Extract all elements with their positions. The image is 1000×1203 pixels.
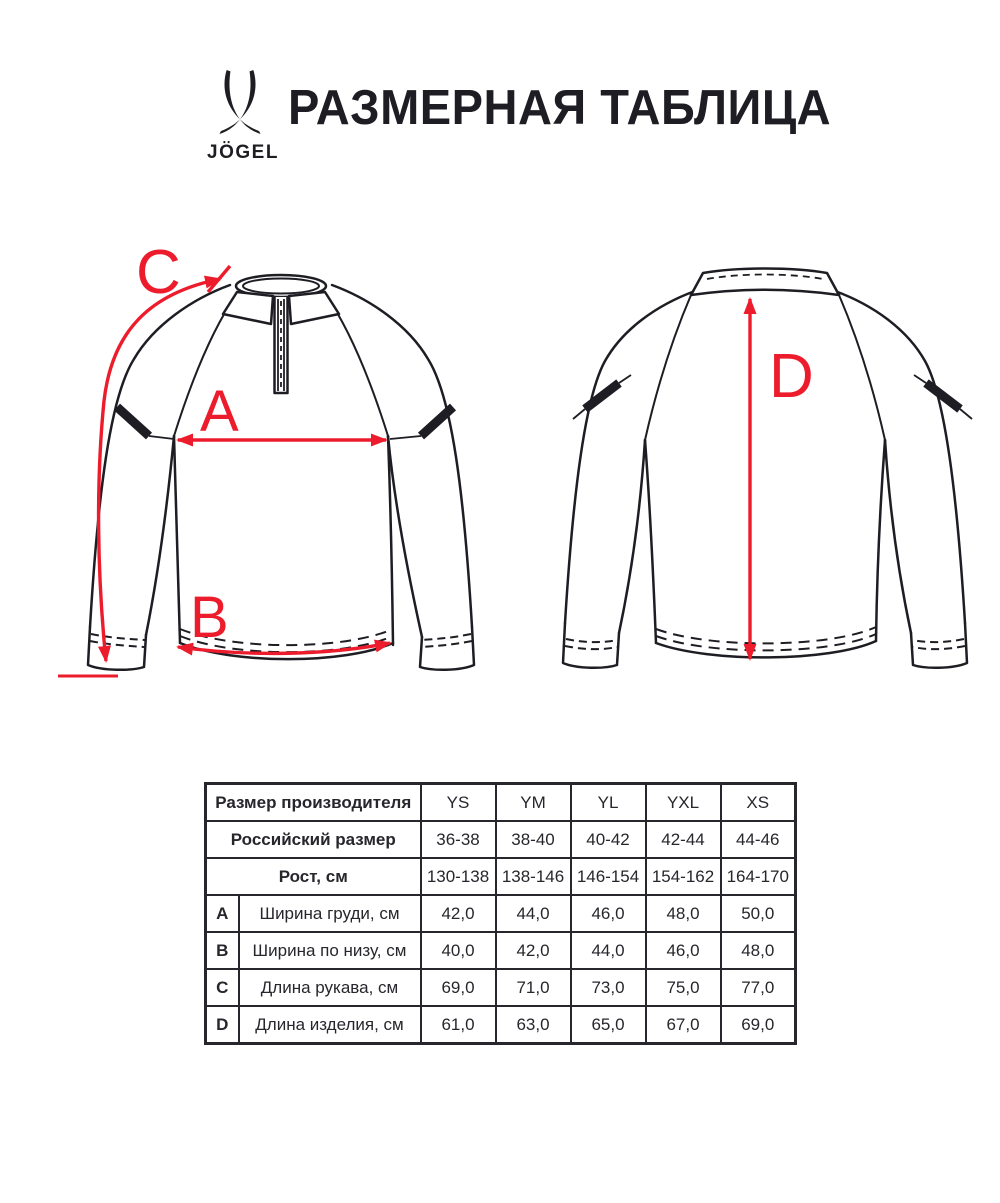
cell: 42-44	[646, 821, 721, 858]
cell: 40-42	[571, 821, 646, 858]
table-row-manufacturer-size	[206, 784, 796, 822]
cell: YL	[571, 784, 646, 822]
cell: 75,0	[646, 969, 721, 1006]
row-label: Длина рукава, см	[239, 969, 421, 1006]
cell: 40,0	[421, 932, 496, 969]
size-table	[204, 782, 797, 1045]
cell: 69,0	[421, 969, 496, 1006]
table-row-sleeve-length	[206, 969, 796, 1006]
cell: YS	[421, 784, 496, 822]
cell: YXL	[646, 784, 721, 822]
page-title: РАЗМЕРНАЯ ТАБЛИЦА	[288, 81, 832, 135]
table-row-russian-size	[206, 821, 796, 858]
row-letter: C	[206, 969, 239, 1006]
cell: 44,0	[496, 895, 571, 932]
table-row-bottom-width	[206, 932, 796, 969]
cell: 46,0	[646, 932, 721, 969]
back-label-length: D	[769, 342, 814, 411]
row-label: Ширина груди, см	[239, 895, 421, 932]
row-letter: D	[206, 1006, 239, 1044]
cell: 38-40	[496, 821, 571, 858]
cell: 130-138	[421, 858, 496, 895]
front-label-sleeve: C	[136, 238, 181, 307]
cell: 69,0	[721, 1006, 796, 1044]
cell: 44-46	[721, 821, 796, 858]
garment-back-diagram	[545, 235, 1000, 705]
row-label: Российский размер	[206, 821, 421, 858]
cell: 42,0	[496, 932, 571, 969]
table-row-item-length	[206, 1006, 796, 1044]
row-letter: A	[206, 895, 239, 932]
cell: 42,0	[421, 895, 496, 932]
cell: 146-154	[571, 858, 646, 895]
cell: 50,0	[721, 895, 796, 932]
cell: 63,0	[496, 1006, 571, 1044]
row-letter: B	[206, 932, 239, 969]
garment-front-diagram	[50, 235, 520, 705]
cell: 138-146	[496, 858, 571, 895]
cell: 48,0	[646, 895, 721, 932]
cell: 65,0	[571, 1006, 646, 1044]
cell: 44,0	[571, 932, 646, 969]
cell: 36-38	[421, 821, 496, 858]
cell: 77,0	[721, 969, 796, 1006]
cell: 71,0	[496, 969, 571, 1006]
table-row-chest-width	[206, 895, 796, 932]
brand-wordmark: JÖGEL	[207, 142, 279, 163]
cell: 67,0	[646, 1006, 721, 1044]
row-label: Ширина по низу, см	[239, 932, 421, 969]
cell: 164-170	[721, 858, 796, 895]
row-label: Размер производителя	[206, 784, 421, 822]
cell: 154-162	[646, 858, 721, 895]
row-label: Рост, см	[206, 858, 421, 895]
front-label-bottom: B	[190, 585, 229, 650]
row-label: Длина изделия, см	[239, 1006, 421, 1044]
front-label-chest: A	[200, 379, 239, 444]
cell: XS	[721, 784, 796, 822]
table-row-height	[206, 858, 796, 895]
cell: 46,0	[571, 895, 646, 932]
cell: 73,0	[571, 969, 646, 1006]
cell: 61,0	[421, 1006, 496, 1044]
cell: 48,0	[721, 932, 796, 969]
cell: YM	[496, 784, 571, 822]
brand-logo-icon	[216, 70, 264, 134]
